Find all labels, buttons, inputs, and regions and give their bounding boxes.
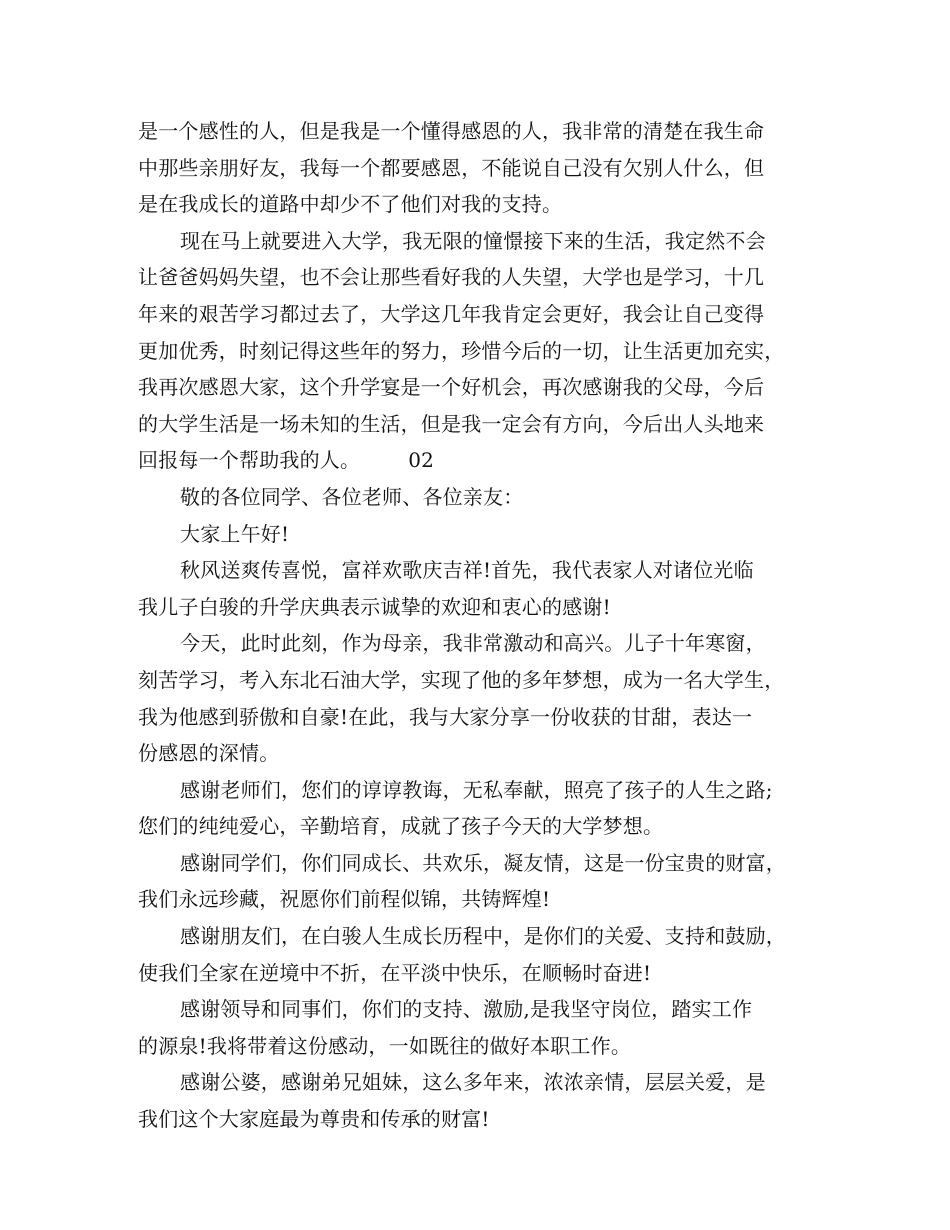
text-line [138, 625, 828, 662]
text-line-content: 我儿子白骏的升学庆典表示诚挚的欢迎和衷心的感谢! [138, 594, 611, 619]
text-line [138, 479, 828, 516]
text-line-content: 让爸爸妈妈失望，也不会让那些看好我的人失望，大学也是学习，十几 [138, 265, 765, 290]
text-line-content: 感谢老师们，您们的谆谆教诲，无私奉献，照亮了孩子的人生之路; [180, 777, 773, 802]
text-line [138, 881, 828, 918]
text-line-content: 中那些亲朋好友，我每一个都要感恩，不能说自己没有欠别人什么，但 [138, 155, 765, 180]
text-line-content: 的大学生活是一场未知的生活，但是我一定会有方向，今后出人头地来 [138, 411, 765, 436]
text-line [138, 772, 828, 809]
text-line [138, 296, 828, 333]
text-line-content: 大家上午好! [180, 521, 290, 546]
text-line-content: 回报每一个帮助我的人。 [138, 448, 361, 473]
text-line [138, 1064, 828, 1101]
text-line-content: 我们永远珍藏，祝愿你们前程似锦，共铸辉煌! [138, 887, 551, 912]
text-line-content: 更加优秀，时刻记得这些年的努力，珍惜今后的一切，让生活更加充实， [138, 338, 785, 363]
text-line [138, 699, 828, 736]
text-line-content: 使我们全家在逆境中不折，在平淡中快乐，在顺畅时奋进! [138, 960, 652, 985]
text-line-content: 您们的纯纯爱心，辛勤培育，成就了孩子今天的大学梦想。 [138, 814, 664, 839]
text-line-content: 我再次感恩大家，这个升学宴是一个好机会，再次感谢我的父母，今后 [138, 375, 765, 400]
text-line [138, 1101, 828, 1138]
text-line-content: 是在我成长的道路中却少不了他们对我的支持。 [138, 192, 563, 217]
text-line-content: 我们这个大家庭最为尊贵和传承的财富! [138, 1107, 490, 1132]
text-line [138, 955, 828, 992]
text-line [138, 991, 828, 1028]
text-line [138, 918, 828, 955]
text-line [138, 113, 828, 150]
text-line-content: 年来的艰苦学习都过去了，大学这几年我肯定会更好，我会让自己变得 [138, 301, 765, 326]
text-line-content: 是一个感性的人，但是我是一个懂得感恩的人，我非常的清楚在我生命 [138, 119, 765, 143]
text-line-content: 今天，此时此刻，作为母亲，我非常激动和高兴。儿子十年寒窗， [180, 631, 766, 656]
text-line [138, 150, 828, 187]
text-line [138, 442, 828, 479]
text-line [138, 808, 828, 845]
text-line [138, 552, 828, 589]
text-line [138, 662, 828, 699]
text-line-content: 份感恩的深情。 [138, 741, 280, 766]
text-line [138, 516, 828, 553]
text-line-content: 敬的各位同学、各位老师、各位亲友： [180, 484, 524, 509]
text-line-content: 刻苦学习，考入东北石油大学，实现了他的多年梦想，成为一名大学生， [138, 667, 785, 692]
text-line-content: 我为他感到骄傲和自豪!在此，我与大家分享一份收获的甘甜，表达一 [138, 704, 753, 729]
text-line-content: 感谢同学们，你们同成长、共欢乐，凝友情，这是一份宝贵的财富， [180, 850, 786, 875]
document-page [138, 113, 828, 1138]
text-line [138, 223, 828, 260]
text-line [138, 186, 828, 223]
section-number: 02 [408, 448, 435, 473]
text-line-content: 的源泉!我将带着这份感动，一如既往的做好本职工作。 [138, 1033, 632, 1058]
text-line-content: 感谢朋友们，在白骏人生成长历程中，是你们的关爱、支持和鼓励， [180, 924, 786, 949]
text-line-content: 秋风送爽传喜悦，富祥欢歌庆吉祥!首先，我代表家人对诸位光临 [180, 558, 754, 583]
text-line-content: 现在马上就要进入大学，我无限的憧憬接下来的生活，我定然不会 [180, 228, 766, 253]
text-line [138, 845, 828, 882]
text-line [138, 589, 828, 626]
text-line [138, 369, 828, 406]
text-line [138, 259, 828, 296]
text-line-content: 感谢领导和同事们，你们的支持、激励,是我坚守岗位，踏实工作 [180, 997, 753, 1022]
text-line [138, 406, 828, 443]
text-line-content: 感谢公婆，感谢弟兄姐妹，这么多年来，浓浓亲情，层层关爱，是 [180, 1070, 766, 1095]
text-line [138, 333, 828, 370]
text-line [138, 1028, 828, 1065]
text-line [138, 735, 828, 772]
